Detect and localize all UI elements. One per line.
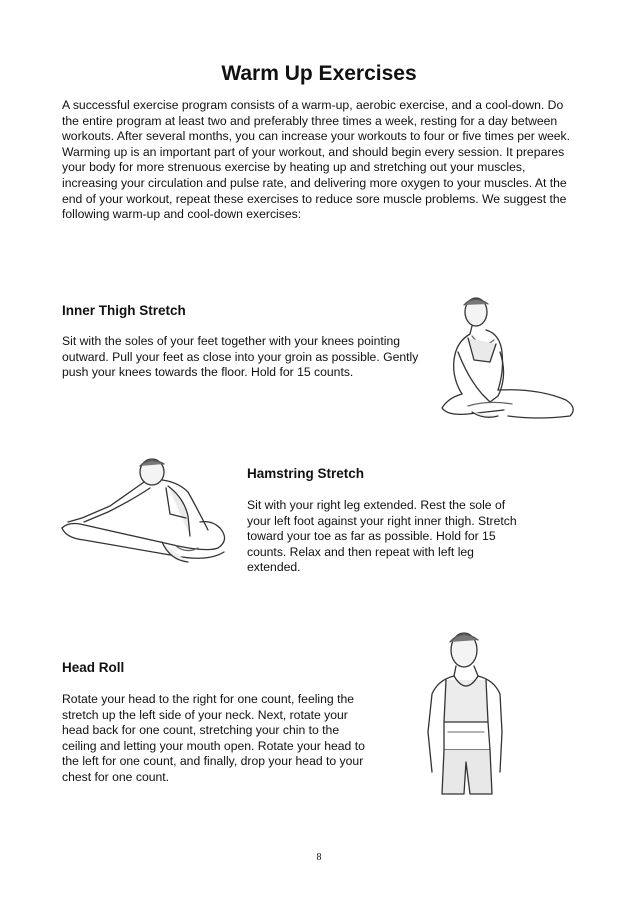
intro-paragraph: A successful exercise program consists of a warm-up, aerobic exercise, and a cool-down. Do the entire program at least two and preferably three times a week, resting for a day between workouts. After several months, you can increase your workouts to four or five times per week.	[62, 98, 571, 144]
intro-text	[62, 98, 582, 223]
section-text-hamstring-stretch: Sit with your right leg extended. Rest the sole of your left foot against your right inner thigh. Stretch toward your toe as far as possible. Hold for 15 counts. Relax and then repeat with left leg extended.	[247, 498, 517, 575]
page-number: 8	[316, 852, 322, 863]
section-title-hamstring-stretch: Hamstring Stretch	[247, 466, 365, 481]
hamstring-stretch-illustration	[58, 452, 238, 577]
page-title: Warm Up Exercises	[221, 62, 417, 85]
head-roll-illustration	[418, 622, 518, 822]
section-title-inner-thigh-stretch: Inner Thigh Stretch	[62, 303, 186, 318]
intro-paragraph: Warming up is an important part of your workout, and should begin every session. It prepares your body for more strenuous exercise by heating up and stretching out your muscles, increasing your circulation and pulse rate, and delivering more oxygen to your muscles. At the end of your workout, repeat these exercises to reduce sore muscle problems. We suggest the following warm-up and cool-down exercises:	[62, 144, 567, 222]
section-title-head-roll: Head Roll	[62, 660, 125, 675]
section-text-head-roll: Rotate your head to the right for one count, feeling the stretch up the left side of your neck. Next, rotate your head back for one count, stretching your chin to the ceiling and letting your mouth open. Rotate your head to the left for one count, and finally, drop your head to your chest for one count.	[62, 692, 365, 784]
section-text-inner-thigh-stretch: Sit with the soles of your feet together with your knees pointing outward. Pull your feet as close into your groin as possible. Gently push your knees towards the floor. Hold for 15 counts.	[62, 334, 419, 380]
inner-thigh-stretch-illustration	[428, 290, 588, 430]
